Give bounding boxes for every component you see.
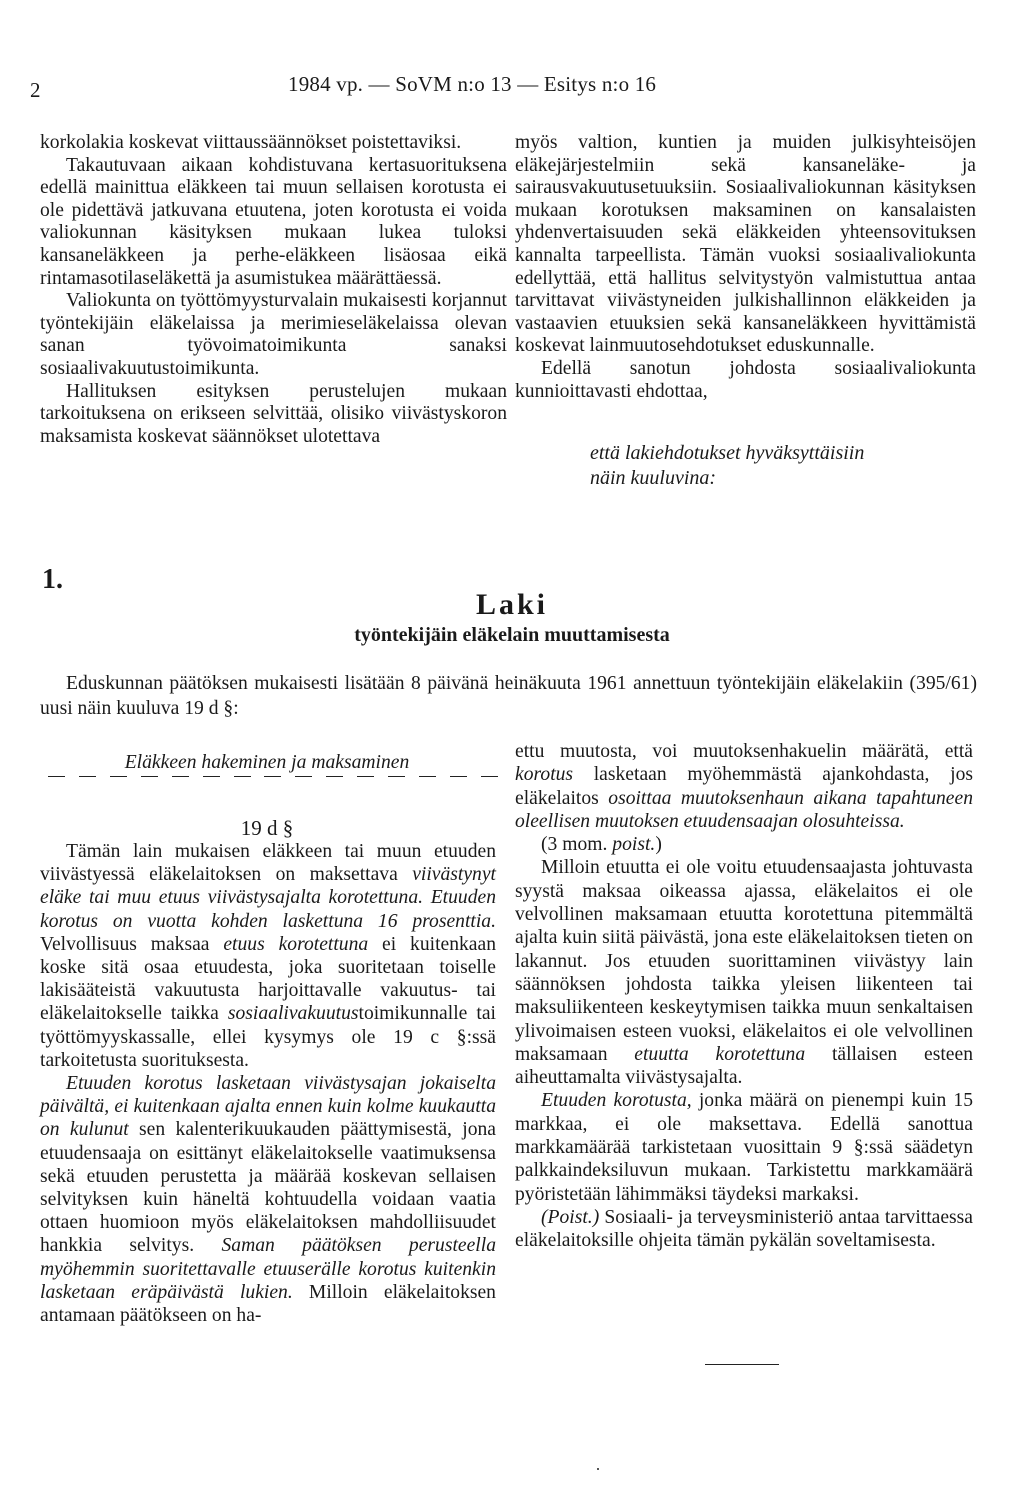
paragraph: Tämän lain mukaisen eläkkeen tai muun etuuden viivästyessä eläkelaitoksen on maksettava viivästynyt eläke tai muu etuus viivästysajalta korotettuna. Etuuden korotus on vuotta kohden laskettuna 16 prosenttia. Velvollisuus maksaa etuus korotettuna ei kuitenkaan koske sitä osaa etuudesta, joka suoritetaan toiselle lakisääteistä vakuutusta harjoittavalle vakuutus- tai eläkelaitokselle taikka sosiaalivakuutustoimikunnalle tai työttömyyskassalle, ellei kysymys ole 19 c §:ssä tarkoitetusta suorituksesta. [40, 841, 496, 1071]
section-heading: Eläkkeen hakeminen ja maksaminen [124, 752, 410, 773]
law-subtitle: työntekijäin eläkelain muuttamisesta [354, 624, 670, 646]
print-speck [597, 1468, 599, 1470]
paragraph: Etuuden korotusta, jonka määrä on pienempi kuin 15 markkaa, ei ole maksettava. Edellä sanottua markkamäärää tarkistetaan vuosittain 9 §:ssä säädetyn palkkaindeksiluvun mukaan. Tarkistettu markkamäärä pyöristetään lähimmäksi täydeksi markaksi. [515, 1090, 974, 1205]
law-right-column [515, 740, 973, 1253]
paragraph: (Poist.) Sosiaali- ja terveysministeriö antaa tarvittaessa eläkelaitoksille ohjeita tämän pykälän soveltamisesta. [515, 1206, 973, 1252]
section-label: 19 d § [240, 816, 294, 840]
paragraph: ettu muutosta, voi muutoksenhakuelin määrätä, että korotus lasketaan myöhemmästä ajankohdasta, jos eläkelaitos osoittaa muutoksenhaun aikana tapahtuneen oleellisen muutoksen etuudensaajan olosuhteissa. [515, 741, 974, 832]
resolution-text: että lakiehdotukset hyväksyttäisiin näin kuuluvina: [590, 442, 865, 489]
paragraph: (3 mom. poist.) [541, 834, 662, 856]
running-header: 1984 vp. — SoVM n:o 13 — Esitys n:o 16 [288, 72, 657, 96]
law-number: 1. [42, 564, 63, 595]
paragraph: Etuuden korotus lasketaan viivästysajan jokaiselta päivältä, ei kuitenkaan ajalta ennen kuin kolme kuukautta on kulunut sen kalenterikuukauden päättymisestä, jona etuudensaaja on esittänyt eläkelaitokselle vaatimuksensa sekä etuuden perustetta ja määrää koskevan sellaisen selvityksen kuin häneltä kohtuudella voidaan vaatia ottaen huomioon myös eläkelaitoksen mahdolliisuudet hankkia selvitys. Saman päätöksen perusteella myöhemmin suoritettavalle etuuserälle korotus kuitenkin lasketaan eräpäivästä lukien. Milloin eläkelaitoksen antamaan päätökseen on ha- [40, 1073, 496, 1327]
omission-dashes [48, 766, 498, 786]
paragraph: korkolakia koskevat viittaussäännökset poistettaviksi. [40, 132, 462, 153]
paragraph: myös valtion, kuntien ja muiden julkisyhteisöjen eläkejärjestelmiin sekä kansaneläke- ja sairausvakuutusetuuksiin. Sosiaalivaliokunnan käsityksen mukaan korotuksen maksaminen on kansalaisten yhdenvertaisuuden sekä eläkkeiden yhteensovituksen kannalta tarpeellista. Tämän vuoksi sosiaalivaliokunta edellyttää, että hallitus selvitystyön valmistuttua antaa tarvittavat viivästyneiden julkishallinnon eläkkeiden ja vastaavien etuuksien sekä kansaneläkkeen hyvittämistä koskevat lainmuutosehdotukset eduskunnalle. [515, 132, 976, 357]
law-title: Laki [475, 588, 549, 621]
paragraph: Hallituksen esityksen perustelujen mukaan tarkoituksena on erikseen selvittää, olisiko viivästyskoron maksamista koskevat säännökset ulotettava [40, 380, 507, 447]
report-left-column [40, 132, 507, 448]
report-right-column [515, 132, 976, 403]
page-number: 2 [30, 78, 41, 102]
paragraph: Edellä sanotun johdosta sosiaalivaliokunta kunnioittavasti ehdottaa, [515, 357, 976, 402]
paragraph: Valiokunta on työttömyysturvalain mukaisesti korjannut työntekijäin eläkelaissa ja merimieseläkelaissa olevan sanan työvoimatoimikunta sanaksi sosiaalivakuutustoimikunta. [40, 290, 507, 379]
paragraph: Milloin etuutta ei ole voitu etuudensaajasta johtuvasta syystä maksaa oikeassa ajassa, eläkelaitos ei ole velvollinen maksamaan etuutta korotettuna pitemmältä ajalta kuin siitä päivästä, jona este eläkelaitoksen tieten on lakannut. Jos etuuden suorittaminen viivästyy lain säännöksen johdosta taikka yleisen liikenteen tai maksuliikenteen keskeytymisen taikka muun senkaltaisen ylivoimaisen esteen vuoksi, eläkelaitos ei ole velvollinen maksamaan etuutta korotettuna tällaisen esteen aiheuttamalta viivästysajalta. [515, 857, 973, 1089]
end-rule [705, 1364, 779, 1365]
enacting-clause: Eduskunnan päätöksen mukaisesti lisätään 8 päivänä heinäkuuta 1961 annettuun työntekijäin eläkelakiin (395/61) uusi näin kuuluva 19 d §: [40, 673, 977, 719]
law-left-column [40, 840, 496, 1327]
paragraph: Takautuvaan aikaan kohdistuvana kertasuorituksena edellä mainittua eläkkeen tai muun sellaisen korotusta ei ole pidettävä jatkuvana etuutena, joten korotusta ei voida valiokunnan käsityksen mukaan lukea tuloksi kansaneläkkeen ja perhe-eläkkeen lisäosaa eikä rintamasotilaseläkettä ja asumistukea määrättäessä. [40, 154, 507, 289]
